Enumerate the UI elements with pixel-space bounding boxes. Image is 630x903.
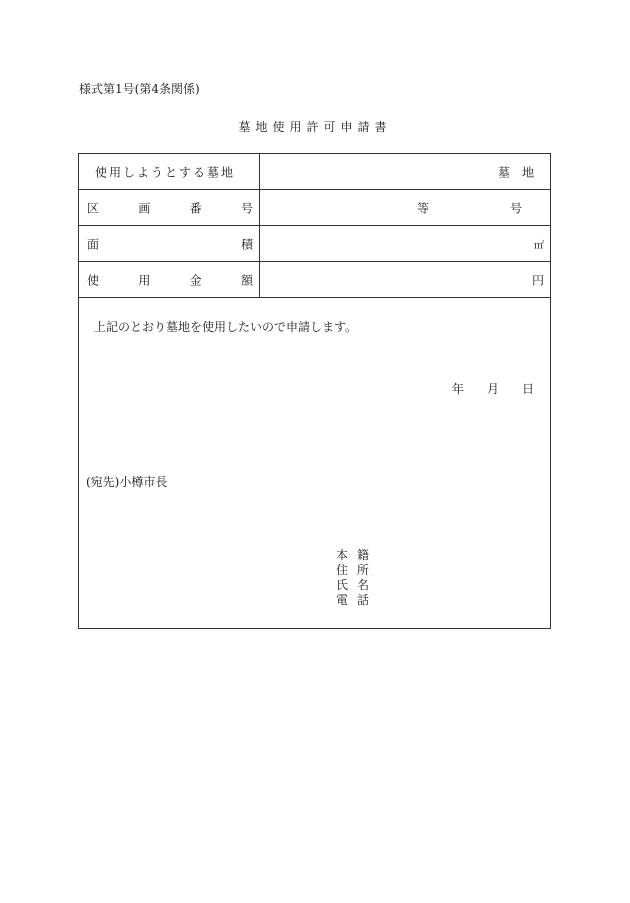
cemetery-label: 使用しようとする墓地 [95,165,236,179]
applicant-fields [336,548,378,608]
form-number: 様式第1号(第4条関係) [79,82,200,96]
row-cemetery [79,154,550,190]
application-body [79,298,550,628]
addressee: (宛先)小樽市長 [86,475,168,489]
row-lot-number [79,190,550,226]
row-fee [79,262,550,298]
applicant-name-label: 氏名 [336,578,379,592]
form-title: 墓地使用許可申請書 [238,120,392,134]
application-statement: 上記のとおり墓地を使用したいので申請します。 [94,320,358,334]
lot-label-cell [79,190,260,225]
area-label-cell [79,226,260,261]
date-day: 日 [521,382,534,396]
lot-suffix-grade: 等 [417,201,430,215]
area-label [87,235,253,252]
cemetery-label-cell [79,154,260,189]
cemetery-value-cell[interactable] [260,154,550,189]
date-year: 年 [452,382,465,396]
lot-label-char: 画 [138,201,151,215]
area-unit: ㎡ [534,240,544,251]
lot-suffix-number: 号 [509,201,522,215]
applicant-domicile-label: 本籍 [336,548,379,562]
date-month: 月 [486,382,499,396]
fee-label-char: 額 [240,273,253,287]
lot-value-cell[interactable] [260,190,550,225]
cemetery-suffix: 墓 地 [497,165,534,179]
applicant-phone-label: 電話 [336,593,379,607]
application-date[interactable] [452,380,534,397]
fee-label-char: 使 [87,273,100,287]
fee-label-char: 金 [189,273,202,287]
fee-label-cell [79,262,260,297]
fee-value-cell[interactable] [260,262,550,297]
fee-label-char: 用 [138,273,151,287]
area-label-char: 面 [87,237,100,251]
applicant-address-label: 住所 [336,563,379,577]
fee-unit: 円 [531,273,544,287]
fee-label [87,271,253,288]
lot-label-char: 号 [240,201,253,215]
area-value-cell[interactable] [260,226,550,261]
lot-label [87,199,253,216]
row-area [79,226,550,262]
lot-label-char: 区 [87,201,100,215]
lot-label-char: 番 [189,201,202,215]
application-form-table [78,153,551,629]
area-label-char: 積 [240,237,253,251]
